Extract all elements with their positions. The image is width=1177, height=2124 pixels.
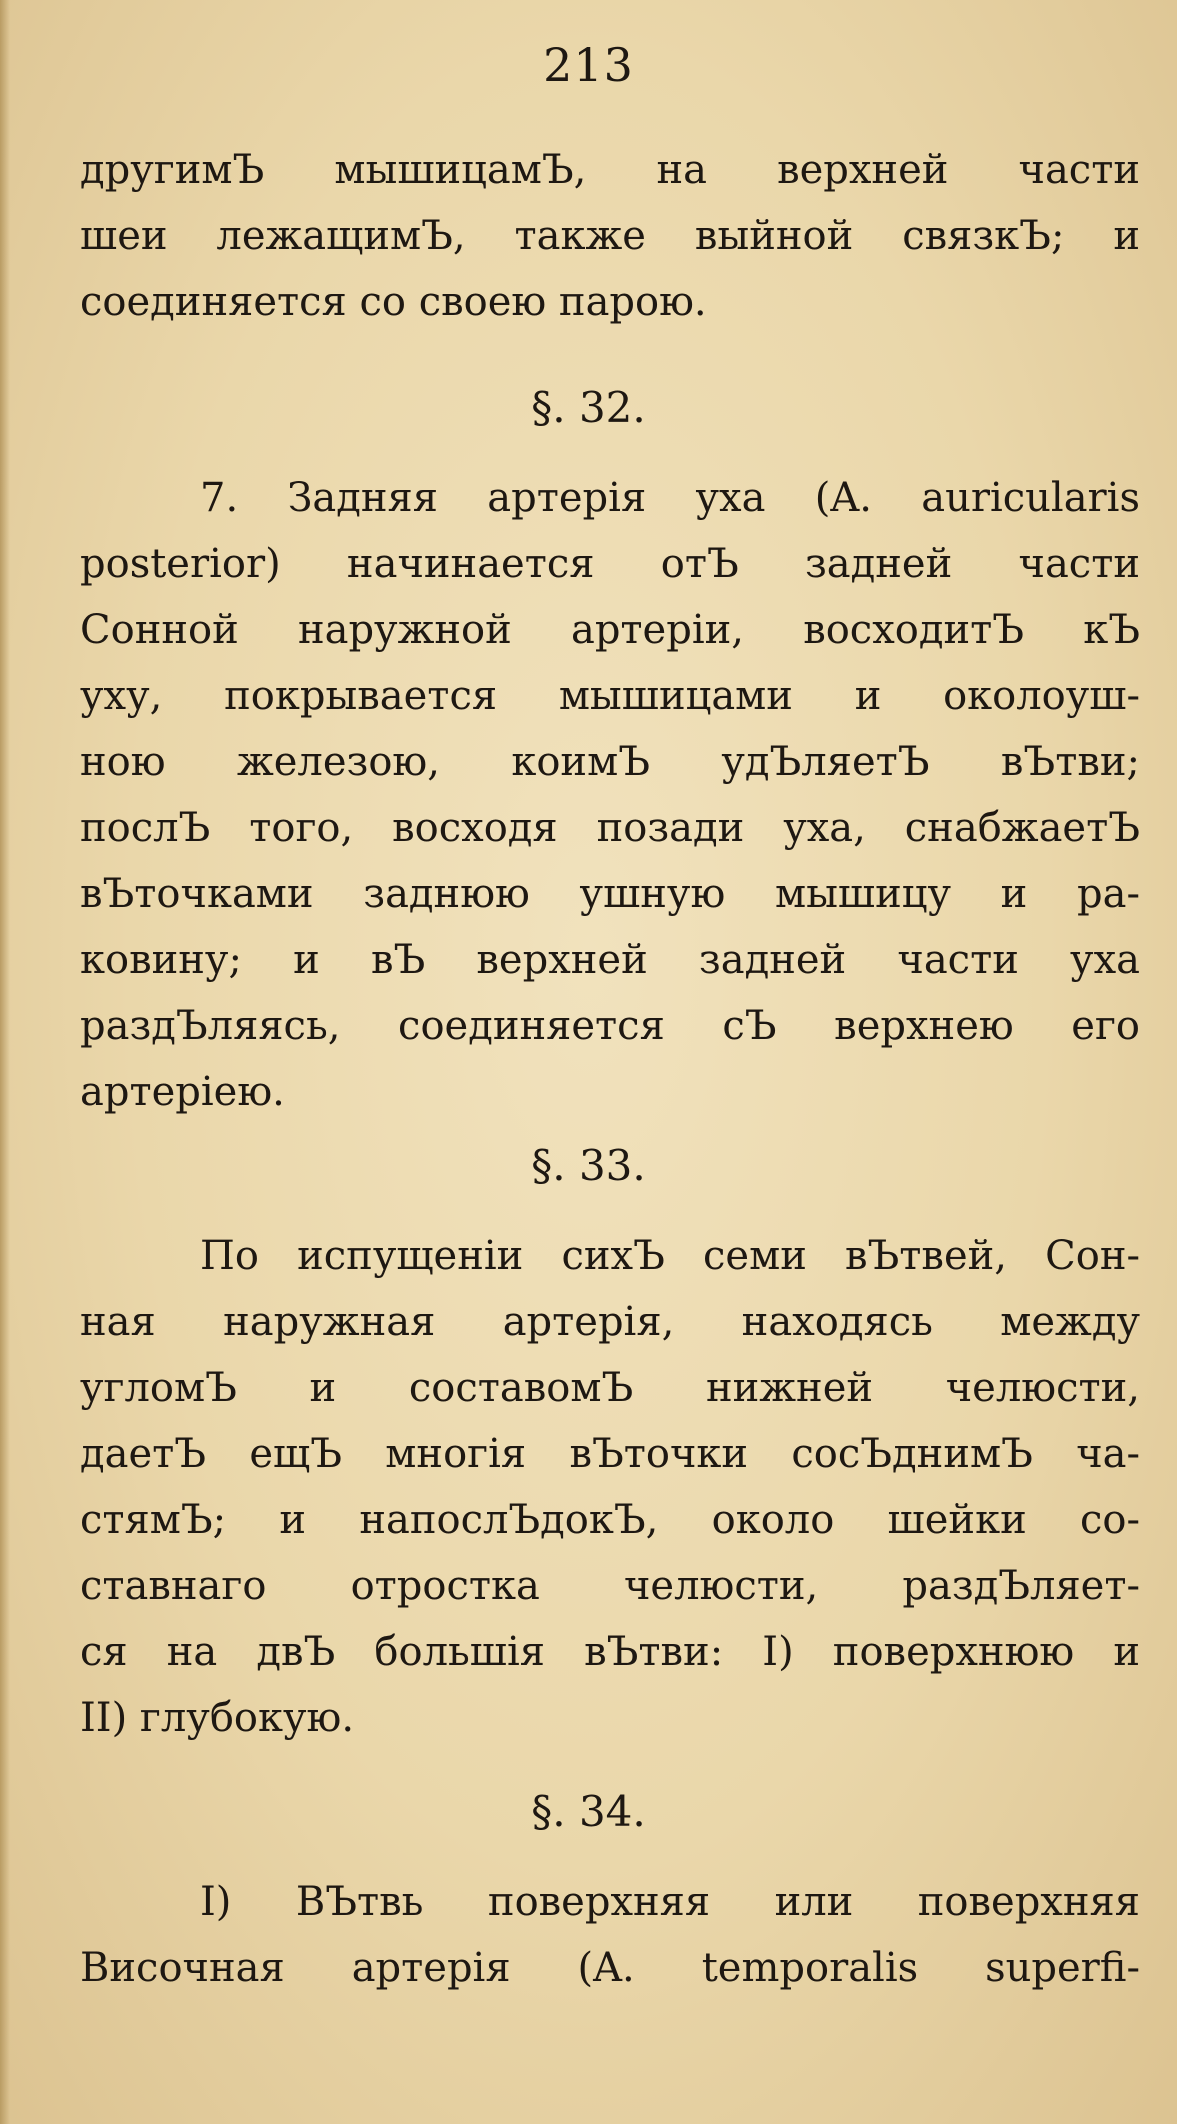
text-line: угломЪ и составомЪ нижней челюсти, — [80, 1365, 1140, 1411]
text-line: вЪточками заднюю ушную мышицу и ра- — [80, 871, 1140, 917]
text-line: соединяется со своею парою. — [80, 279, 707, 325]
text-line: posterior) начинается отЪ задней части — [80, 541, 1140, 587]
section-heading: §. 32. — [531, 383, 646, 432]
text-line: уху, покрывается мышицами и околоуш- — [80, 673, 1140, 719]
text-line: По испущеніи сихЪ семи вЪтвей, Сон- — [200, 1233, 1140, 1279]
text-line: другимЪ мышицамЪ, на верхней части — [80, 147, 1140, 193]
text-line: ною железою, коимЪ удЪляетЪ вЪтви; — [80, 739, 1140, 785]
text-line: ковину; и вЪ верхней задней части уха — [80, 937, 1140, 983]
text-line: Височная артерія (A. temporalis superfi- — [80, 1945, 1140, 1991]
text-line: ся на двЪ большія вЪтви: I) поверхнюю и — [80, 1629, 1140, 1675]
text-line: даетЪ ещЪ многія вЪточки сосЪднимЪ ча- — [80, 1431, 1140, 1477]
text-line: II) глубокую. — [80, 1695, 355, 1741]
text-line: ная наружная артерія, находясь между — [80, 1299, 1140, 1345]
text-line: шеи лежащимЪ, также выйной связкЪ; и — [80, 213, 1140, 259]
text-line: артеріею. — [80, 1069, 285, 1115]
text-line: раздЪляясь, соединяется сЪ верхнею его — [80, 1003, 1140, 1049]
text-line: ставнаго отростка челюсти, раздЪляет- — [80, 1563, 1140, 1609]
text-line: Сонной наружной артеріи, восходитЪ кЪ — [80, 607, 1140, 653]
section-heading: §. 34. — [531, 1787, 646, 1836]
text-line: стямЪ; и напослЪдокЪ, около шейки со- — [80, 1497, 1140, 1543]
text-line: I) ВЪтвь поверхняя или поверхняя — [200, 1879, 1140, 1925]
section-heading: §. 33. — [531, 1141, 646, 1190]
text-line: 7. Задняя артерія уха (A. auricularis — [200, 475, 1140, 521]
page-number: 213 — [543, 38, 634, 92]
text-line: послЪ того, восходя позади уха, снабжаетЪ — [80, 805, 1140, 851]
